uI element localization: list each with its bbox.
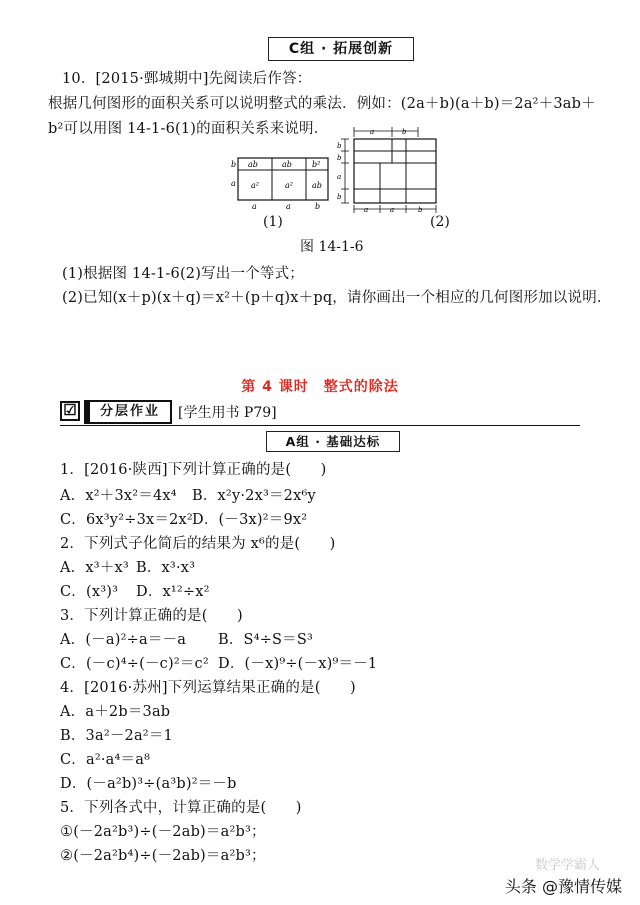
q3-option-b: B．S⁴÷S＝S³ <box>218 632 314 648</box>
q2-option-b: B．x³·x³ <box>136 560 196 576</box>
homework-label: 分层作业 <box>84 400 172 424</box>
fig1-cell-a2-2: a² <box>285 181 293 190</box>
q1-option-b: B．x²y·2x³＝2x⁶y <box>192 488 316 504</box>
fig1-cell-b2: b² <box>312 160 321 169</box>
section-c-banner <box>268 37 414 61</box>
q4-option-b: B．3a²－2a²＝1 <box>60 728 173 744</box>
figure-1-caption: (1) <box>263 214 283 230</box>
fig1-side-a: a <box>231 179 236 188</box>
header-divider <box>60 425 580 426</box>
fig2-left-a: a <box>337 173 342 181</box>
q1-option-a: A．x²＋3x²＝4x⁴ <box>60 488 177 504</box>
q5-item-1: ①(－2a²b³)÷(－2ab)＝a²b³； <box>60 824 266 840</box>
fig1-bottom-a-1: a <box>252 202 257 210</box>
q1-option-c: C．6x³y²÷3x＝2x² <box>60 512 193 528</box>
figure-1-diagram <box>226 150 336 210</box>
q3-stem: 3．下列计算正确的是( ) <box>60 608 243 624</box>
figure-2-caption: (2) <box>430 214 450 230</box>
q5-stem: 5．下列各式中，计算正确的是( ) <box>60 800 302 816</box>
q10-head: 10．[2015·鄄城期中]先阅读后作答： <box>62 71 312 87</box>
section-a-banner-label: A组 · 基础达标 <box>285 434 381 449</box>
section-c-banner-label: C组 · 拓展创新 <box>288 41 394 57</box>
q2-stem: 2．下列式子化简后的结果为 x⁶的是( ) <box>60 536 336 552</box>
faint-watermark: 数学学霸人 <box>534 858 600 873</box>
fig1-cell-a2-1: a² <box>251 181 259 190</box>
fig1-cell-ab-3: ab <box>312 181 322 190</box>
fig1-cell-ab-1: ab <box>248 160 258 169</box>
fig1-cell-ab-2: ab <box>282 160 292 169</box>
fig1-bottom-b: b <box>315 202 321 210</box>
fig2-left-b-3: b <box>337 193 342 201</box>
homework-header <box>60 400 170 422</box>
q3-option-a: A．(－a)²÷a＝－a <box>60 632 187 648</box>
fig2-bottom-a-1: a <box>364 206 369 214</box>
source-watermark: 头条 @豫情传媒 <box>504 877 622 896</box>
q3-option-c: C．(－c)⁴÷(－c)²＝c² <box>60 656 209 672</box>
q5-item-2: ②(－2a²b⁴)÷(－2ab)＝a²b³； <box>60 848 266 864</box>
q4-option-a: A．a＋2b＝3ab <box>60 704 171 720</box>
fig2-left-b-1: b <box>337 142 342 150</box>
q4-stem: 4．[2016·苏州]下列运算结果正确的是( ) <box>60 680 356 696</box>
q2-option-a: A．x³＋x³ <box>60 560 129 576</box>
q10-task1: (1)根据图 14-1-6(2)写出一个等式； <box>62 266 304 282</box>
book-reference: [学生用书 P79] <box>178 405 277 421</box>
fig1-bottom-a-2: a <box>286 202 291 210</box>
figure-title: 图 14-1-6 <box>300 239 364 255</box>
q3-option-d: D．(－x)⁹÷(－x)⁹＝－1 <box>218 656 378 672</box>
fig2-bottom-a-2: a <box>390 206 395 214</box>
q10-task2: (2)已知(x＋p)(x＋q)＝x²＋(p＋q)x＋pq，请你画出一个相应的几何图形加以说明． <box>62 290 612 306</box>
q4-option-c: C．a²·a⁴＝a⁸ <box>60 752 151 768</box>
q1-stem: 1．[2016·陕西]下列计算正确的是( ) <box>60 462 327 478</box>
q1-option-d: D．(－3x)²＝9x² <box>192 512 308 528</box>
q10-line1: 根据几何图形的面积关系可以说明整式的乘法．例如：(2a＋b)(a＋b)＝2a²＋3ab＋ <box>48 96 596 112</box>
figure-2-diagram <box>336 125 446 215</box>
fig2-top-b: b <box>402 128 407 136</box>
section-a-banner <box>266 431 400 452</box>
fig2-bottom-b: b <box>418 206 423 214</box>
fig2-left-b-2: b <box>337 154 342 162</box>
checkbox-icon: ☑ <box>60 401 80 421</box>
q2-option-d: D．x¹²÷x² <box>136 584 210 600</box>
fig2-top-a: a <box>370 128 375 136</box>
q10-line2: b²可以用图 14-1-6(1)的面积关系来说明． <box>48 121 329 137</box>
lesson-title: 第 4 课时 整式的除法 <box>241 379 399 395</box>
fig1-side-b: b <box>231 160 237 169</box>
q2-option-c: C．(x³)³ <box>60 584 119 600</box>
q4-option-d: D．(－a²b)³÷(a³b)²＝－b <box>60 776 237 792</box>
